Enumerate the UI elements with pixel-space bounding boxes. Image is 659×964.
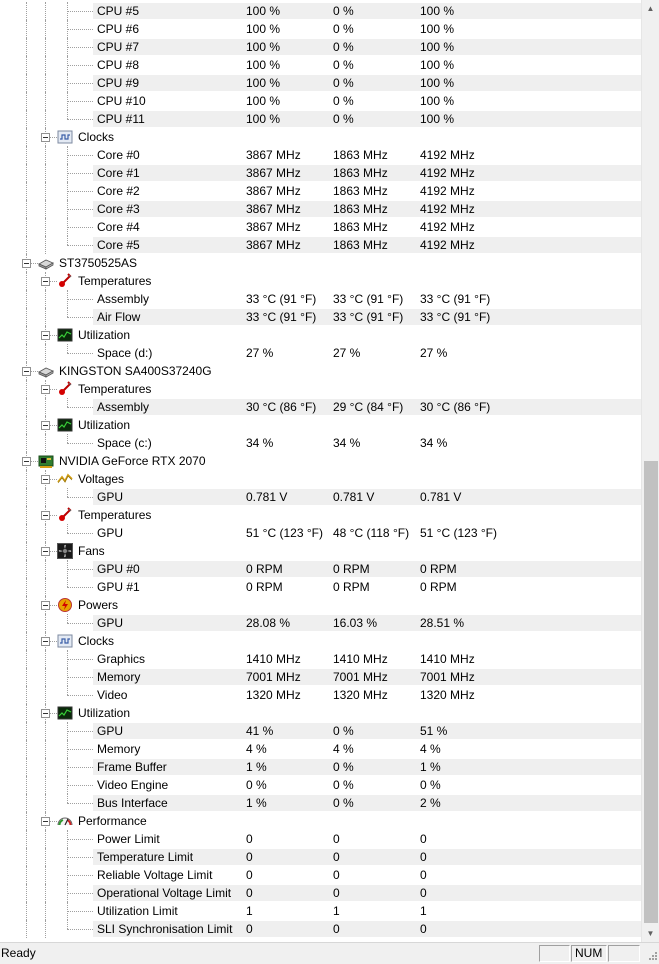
row-stripe	[93, 93, 641, 109]
sensor-row[interactable]	[0, 488, 641, 506]
sensor-max: 0	[420, 868, 427, 882]
sensor-name: Graphics	[97, 652, 146, 666]
thermometer-icon	[57, 507, 73, 523]
row-stripe	[93, 759, 641, 775]
group-name: Utilization	[78, 418, 131, 432]
sensor-value: 4 %	[246, 742, 267, 756]
sensor-max: 51 °C (123 °F)	[420, 526, 497, 540]
sensor-min: 0 %	[333, 94, 354, 108]
sensor-value: 100 %	[246, 76, 281, 90]
utilization-icon	[57, 327, 73, 343]
thermometer-icon	[57, 273, 73, 289]
sensor-value: 3867 MHz	[246, 202, 301, 216]
group-name: Voltages	[78, 472, 125, 486]
row-stripe	[93, 39, 641, 55]
sensor-min: 1	[333, 904, 340, 918]
sensor-max: 4192 MHz	[420, 184, 475, 198]
sensor-row[interactable]	[0, 74, 641, 92]
sensor-min: 0 %	[333, 40, 354, 54]
sensor-row[interactable]	[0, 110, 641, 128]
sensor-min: 33 °C (91 °F)	[333, 292, 404, 306]
sensor-max: 100 %	[420, 22, 455, 36]
sensor-value: 3867 MHz	[246, 238, 301, 252]
sensor-row[interactable]	[0, 200, 641, 218]
sensor-name: CPU #5	[97, 4, 140, 18]
sensor-name: CPU #8	[97, 58, 140, 72]
sensor-name: CPU #7	[97, 40, 140, 54]
row-stripe	[93, 795, 641, 811]
status-num-lock: NUM	[571, 945, 607, 962]
sensor-row[interactable]	[0, 920, 641, 938]
sensor-min: 0	[333, 886, 340, 900]
fan-icon	[57, 543, 73, 559]
sensor-name: Temperature Limit	[97, 850, 194, 864]
sensor-max: 4192 MHz	[420, 148, 475, 162]
scrollbar-thumb[interactable]	[644, 461, 658, 923]
sensor-min: 7001 MHz	[333, 670, 388, 684]
sensor-max: 0	[420, 886, 427, 900]
collapse-toggle-icon[interactable]	[41, 475, 50, 484]
collapse-toggle-icon[interactable]	[41, 511, 50, 520]
sensor-group-node[interactable]	[0, 326, 641, 344]
sensor-min: 0	[333, 922, 340, 936]
sensor-value: 0	[246, 886, 253, 900]
sensor-row[interactable]	[0, 686, 641, 704]
sensor-min: 0 %	[333, 58, 354, 72]
sensor-group-node[interactable]	[0, 596, 641, 614]
sensor-min: 33 °C (91 °F)	[333, 310, 404, 324]
sensor-row[interactable]	[0, 560, 641, 578]
sensor-value: 51 °C (123 °F)	[246, 526, 323, 540]
sensor-name: Power Limit	[97, 832, 160, 846]
sensor-row[interactable]	[0, 830, 641, 848]
sensor-name: Core #4	[97, 220, 140, 234]
sensor-name: CPU #11	[97, 112, 145, 126]
sensor-value: 0.781 V	[246, 490, 288, 504]
collapse-toggle-icon[interactable]	[41, 133, 50, 142]
sensor-group-node[interactable]	[0, 416, 641, 434]
sensor-row[interactable]	[0, 902, 641, 920]
sensor-name: GPU #1	[97, 580, 140, 594]
sensor-value: 0	[246, 850, 253, 864]
performance-gauge-icon	[57, 813, 73, 829]
sensor-max: 1 %	[420, 760, 441, 774]
sensor-value: 0	[246, 832, 253, 846]
power-icon	[57, 597, 73, 613]
sensor-row[interactable]	[0, 308, 641, 326]
sensor-max: 100 %	[420, 76, 455, 90]
sensor-name: SLI Synchronisation Limit	[97, 922, 233, 936]
group-name: Clocks	[78, 130, 115, 144]
sensor-min: 0 %	[333, 22, 354, 36]
row-stripe	[93, 831, 641, 847]
sensor-row[interactable]	[0, 146, 641, 164]
sensor-max: 4192 MHz	[420, 166, 475, 180]
sensor-row[interactable]	[0, 578, 641, 596]
group-name: Temperatures	[78, 382, 152, 396]
sensor-min: 0	[333, 832, 340, 846]
collapse-toggle-icon[interactable]	[22, 259, 31, 268]
sensor-row[interactable]	[0, 722, 641, 740]
row-stripe	[93, 111, 641, 127]
sensor-max: 100 %	[420, 94, 455, 108]
sensor-min: 0 %	[333, 76, 354, 90]
sensor-row[interactable]	[0, 668, 641, 686]
group-name: Clocks	[78, 634, 115, 648]
sensor-value: 100 %	[246, 112, 281, 126]
row-stripe	[93, 777, 641, 793]
sensor-min: 1863 MHz	[333, 202, 388, 216]
sensor-value: 33 °C (91 °F)	[246, 292, 317, 306]
sensor-min: 0 %	[333, 760, 354, 774]
sensor-row[interactable]	[0, 92, 641, 110]
collapse-toggle-icon[interactable]	[41, 421, 50, 430]
sensor-row[interactable]	[0, 218, 641, 236]
sensor-min: 0 RPM	[333, 580, 370, 594]
group-name: Temperatures	[78, 508, 152, 522]
sensor-name: Air Flow	[97, 310, 141, 324]
sensor-name: Core #0	[97, 148, 140, 162]
sensor-min: 34 %	[333, 436, 361, 450]
device-node[interactable]	[0, 362, 641, 380]
hard-disk-icon	[38, 363, 54, 379]
sensor-min: 48 °C (118 °F)	[333, 526, 410, 540]
sensor-row[interactable]	[0, 164, 641, 182]
sensor-value: 33 °C (91 °F)	[246, 310, 317, 324]
resize-grip-icon[interactable]	[646, 951, 658, 963]
sensor-name: Core #3	[97, 202, 140, 216]
sensor-value: 1320 MHz	[246, 688, 301, 702]
sensor-name: GPU #0	[97, 562, 140, 576]
sensor-value: 0	[246, 922, 253, 936]
graphics-card-icon	[38, 453, 54, 469]
sensor-min: 1863 MHz	[333, 238, 388, 252]
sensor-min: 1863 MHz	[333, 184, 388, 198]
group-name: Utilization	[78, 706, 131, 720]
device-name: NVIDIA GeForce RTX 2070	[59, 454, 206, 468]
sensor-max: 33 °C (91 °F)	[420, 292, 491, 306]
collapse-toggle-icon[interactable]	[41, 277, 50, 286]
sensor-max: 100 %	[420, 58, 455, 72]
sensor-value: 28.08 %	[246, 616, 291, 630]
row-stripe	[93, 21, 641, 37]
sensor-name: Video Engine	[97, 778, 169, 792]
sensor-name: Space (d:)	[97, 346, 153, 360]
sensor-name: CPU #10	[97, 94, 146, 108]
sensor-row[interactable]	[0, 650, 641, 668]
sensor-max: 1410 MHz	[420, 652, 475, 666]
sensor-min: 0 %	[333, 4, 354, 18]
vertical-scrollbar[interactable]	[641, 0, 659, 942]
sensor-max: 4192 MHz	[420, 220, 475, 234]
sensor-row[interactable]	[0, 344, 641, 362]
sensor-max: 2 %	[420, 796, 441, 810]
sensor-value: 30 °C (86 °F)	[246, 400, 317, 414]
sensor-name: CPU #9	[97, 76, 140, 90]
sensor-name: Assembly	[97, 400, 150, 414]
sensor-max: 4192 MHz	[420, 238, 475, 252]
sensor-name: Memory	[97, 670, 141, 684]
status-ready-text: Ready	[1, 946, 36, 960]
sensor-value: 0	[246, 868, 253, 882]
sensor-row[interactable]	[0, 290, 641, 308]
sensor-group-node[interactable]	[0, 632, 641, 650]
sensor-row[interactable]	[0, 884, 641, 902]
hard-disk-icon	[38, 255, 54, 271]
sensor-name: Video	[97, 688, 128, 702]
sensor-max: 1	[420, 904, 427, 918]
utilization-icon	[57, 705, 73, 721]
sensor-group-node[interactable]	[0, 542, 641, 560]
sensor-min: 1410 MHz	[333, 652, 388, 666]
sensor-value: 41 %	[246, 724, 274, 738]
status-pane-1	[539, 945, 570, 962]
sensor-min: 16.03 %	[333, 616, 378, 630]
sensor-min: 1863 MHz	[333, 166, 388, 180]
scroll-down-arrow-icon[interactable]: ▼	[646, 929, 655, 938]
sensor-value: 1	[246, 904, 253, 918]
scroll-up-arrow-icon[interactable]: ▲	[646, 4, 655, 13]
sensor-group-node[interactable]	[0, 506, 641, 524]
row-stripe	[93, 3, 641, 19]
sensor-name: Operational Voltage Limit	[97, 886, 232, 900]
sensor-row[interactable]	[0, 794, 641, 812]
row-stripe	[93, 57, 641, 73]
sensor-max: 100 %	[420, 4, 455, 18]
sensor-min: 4 %	[333, 742, 354, 756]
sensor-row[interactable]	[0, 740, 641, 758]
sensor-min: 0 %	[333, 796, 354, 810]
sensor-min: 29 °C (84 °F)	[333, 400, 404, 414]
sensor-row[interactable]	[0, 398, 641, 416]
sensor-value: 100 %	[246, 58, 281, 72]
sensor-name: Assembly	[97, 292, 150, 306]
sensor-value: 100 %	[246, 4, 281, 18]
group-name: Performance	[78, 814, 147, 828]
sensor-min: 0	[333, 850, 340, 864]
row-stripe	[93, 435, 641, 451]
sensor-value: 1 %	[246, 796, 267, 810]
sensor-min: 0 %	[333, 778, 354, 792]
sensor-row[interactable]	[0, 38, 641, 56]
status-bar	[0, 942, 659, 964]
row-stripe	[93, 723, 641, 739]
device-node[interactable]	[0, 452, 641, 470]
sensor-name: Core #5	[97, 238, 140, 252]
sensor-max: 0 RPM	[420, 580, 457, 594]
sensor-max: 100 %	[420, 112, 455, 126]
sensor-row[interactable]	[0, 56, 641, 74]
sensor-value: 3867 MHz	[246, 148, 301, 162]
collapse-toggle-icon[interactable]	[41, 601, 50, 610]
sensor-max: 0	[420, 850, 427, 864]
sensor-max: 28.51 %	[420, 616, 465, 630]
sensor-name: GPU	[97, 490, 124, 504]
voltage-icon	[57, 471, 73, 487]
sensor-value: 1 %	[246, 760, 267, 774]
sensor-group-node[interactable]	[0, 812, 641, 830]
group-name: Temperatures	[78, 274, 152, 288]
sensor-min: 0.781 V	[333, 490, 375, 504]
sensor-row[interactable]	[0, 182, 641, 200]
sensor-max: 33 °C (91 °F)	[420, 310, 491, 324]
row-stripe	[93, 741, 641, 757]
sensor-name: Space (c:)	[97, 436, 152, 450]
collapse-toggle-icon[interactable]	[41, 331, 50, 340]
sensor-value: 1410 MHz	[246, 652, 301, 666]
device-node[interactable]	[0, 254, 641, 272]
sensor-max: 0.781 V	[420, 490, 462, 504]
sensor-group-node[interactable]	[0, 272, 641, 290]
sensor-min: 0 %	[333, 724, 354, 738]
sensor-row[interactable]	[0, 614, 641, 632]
sensor-max: 27 %	[420, 346, 448, 360]
sensor-name: Bus Interface	[97, 796, 168, 810]
sensor-min: 0 RPM	[333, 562, 370, 576]
clock-icon	[57, 129, 73, 145]
sensor-max: 4192 MHz	[420, 202, 475, 216]
sensor-row[interactable]	[0, 236, 641, 254]
sensor-value: 0 RPM	[246, 580, 283, 594]
sensor-max: 0	[420, 922, 427, 936]
collapse-toggle-icon[interactable]	[41, 547, 50, 556]
utilization-icon	[57, 417, 73, 433]
collapse-toggle-icon[interactable]	[22, 367, 31, 376]
sensor-max: 1320 MHz	[420, 688, 475, 702]
sensor-max: 7001 MHz	[420, 670, 475, 684]
sensor-value: 3867 MHz	[246, 220, 301, 234]
sensor-name: GPU	[97, 616, 124, 630]
sensor-name: GPU	[97, 724, 124, 738]
sensor-row[interactable]	[0, 848, 641, 866]
sensor-name: CPU #6	[97, 22, 140, 36]
sensor-name: Core #1	[97, 166, 140, 180]
sensor-name: Core #2	[97, 184, 140, 198]
sensor-row[interactable]	[0, 20, 641, 38]
sensor-max: 34 %	[420, 436, 448, 450]
sensor-group-node[interactable]	[0, 470, 641, 488]
sensor-row[interactable]	[0, 2, 641, 20]
sensor-max: 51 %	[420, 724, 448, 738]
group-name: Powers	[78, 598, 119, 612]
sensor-name: GPU	[97, 526, 124, 540]
sensor-name: Memory	[97, 742, 141, 756]
sensor-row[interactable]	[0, 776, 641, 794]
sensor-min: 1863 MHz	[333, 148, 388, 162]
sensor-row[interactable]	[0, 434, 641, 452]
sensor-min: 1863 MHz	[333, 220, 388, 234]
sensor-value: 0 RPM	[246, 562, 283, 576]
group-name: Fans	[78, 544, 105, 558]
sensor-value: 100 %	[246, 94, 281, 108]
status-pane-3	[608, 945, 640, 962]
sensor-value: 34 %	[246, 436, 274, 450]
sensor-name: Frame Buffer	[97, 760, 167, 774]
device-name: ST3750525AS	[59, 256, 138, 270]
sensor-value: 3867 MHz	[246, 166, 301, 180]
group-name: Utilization	[78, 328, 131, 342]
clock-icon	[57, 633, 73, 649]
sensor-group-node[interactable]	[0, 128, 641, 146]
sensor-max: 0 RPM	[420, 562, 457, 576]
row-stripe	[93, 345, 641, 361]
sensor-value: 7001 MHz	[246, 670, 301, 684]
thermometer-icon	[57, 381, 73, 397]
sensor-value: 100 %	[246, 40, 281, 54]
collapse-toggle-icon[interactable]	[41, 385, 50, 394]
sensor-max: 0	[420, 832, 427, 846]
sensor-row[interactable]	[0, 524, 641, 542]
sensor-min: 0	[333, 868, 340, 882]
sensor-group-node[interactable]	[0, 380, 641, 398]
sensor-value: 100 %	[246, 22, 281, 36]
collapse-toggle-icon[interactable]	[22, 457, 31, 466]
sensor-row[interactable]	[0, 758, 641, 776]
collapse-toggle-icon[interactable]	[41, 637, 50, 646]
sensor-min: 0 %	[333, 112, 354, 126]
sensor-value: 0 %	[246, 778, 267, 792]
sensor-min: 27 %	[333, 346, 361, 360]
sensor-value: 3867 MHz	[246, 184, 301, 198]
collapse-toggle-icon[interactable]	[41, 817, 50, 826]
collapse-toggle-icon[interactable]	[41, 709, 50, 718]
sensor-min: 1320 MHz	[333, 688, 388, 702]
sensor-max: 4 %	[420, 742, 441, 756]
device-name: KINGSTON SA400S37240G	[59, 364, 212, 378]
sensor-row[interactable]	[0, 866, 641, 884]
row-stripe	[93, 75, 641, 91]
sensor-group-node[interactable]	[0, 704, 641, 722]
sensor-name: Reliable Voltage Limit	[97, 868, 213, 882]
sensor-max: 30 °C (86 °F)	[420, 400, 491, 414]
sensor-name: Utilization Limit	[97, 904, 178, 918]
sensor-value: 27 %	[246, 346, 274, 360]
sensor-max: 0 %	[420, 778, 441, 792]
sensor-max: 100 %	[420, 40, 455, 54]
